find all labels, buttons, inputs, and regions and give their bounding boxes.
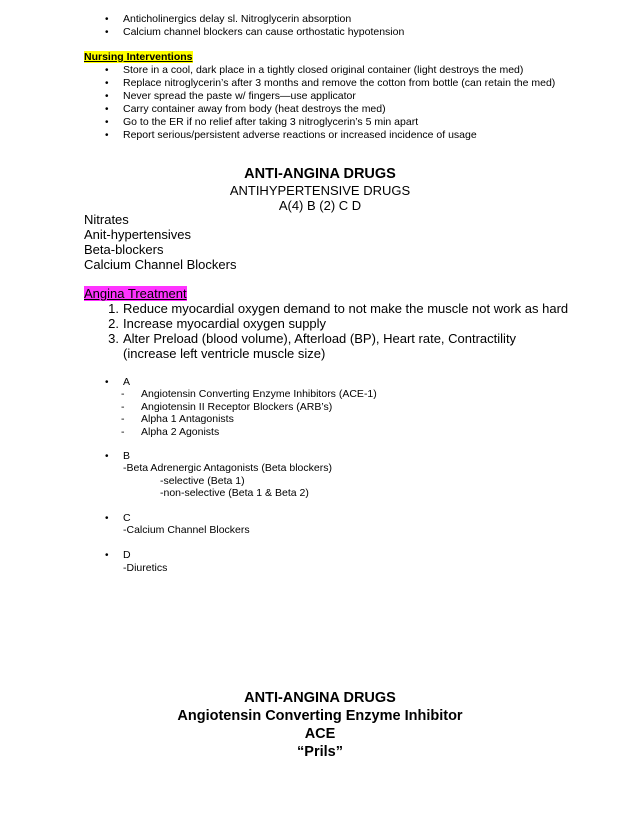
dash-icon: - <box>121 388 125 400</box>
numbered-item-text: Increase myocardial oxygen supply <box>123 316 327 331</box>
list-item <box>105 90 356 103</box>
group-a-item <box>121 400 333 414</box>
section-subsubtitle: A(4) B (2) C D <box>278 198 362 213</box>
group-a-item <box>121 425 220 439</box>
bullet-icon: • <box>105 91 109 102</box>
group-c-item: -Calcium Channel Blockers <box>123 524 250 536</box>
list-item-text: Anticholinergics delay sl. Nitroglycerin absorption <box>123 13 352 25</box>
bullet-icon: • <box>105 130 109 141</box>
bullet-icon: • <box>105 117 109 128</box>
numbered-item-text: Reduce myocardial oxygen demand to not make the muscle not work as hard <box>123 301 569 316</box>
item-number: 3. <box>108 331 119 346</box>
group-item-text: Angiotensin Converting Enzyme Inhibitors (ACE-1) <box>141 388 377 400</box>
list-item <box>105 77 556 90</box>
group-b-item: -Beta Adrenergic Antagonists (Beta blockers) <box>123 462 332 474</box>
group-b-subitem: -selective (Beta 1) <box>160 474 245 487</box>
drug-class-item: Beta-blockers <box>84 242 164 257</box>
group-a-item <box>121 388 377 401</box>
dash-icon: - <box>121 413 125 425</box>
bullet-icon: • <box>105 377 109 388</box>
group-item-text: Angiotensin II Receptor Blockers (ARB’s) <box>141 400 333 413</box>
list-item <box>105 103 386 116</box>
list-item <box>105 64 524 77</box>
list-item-text: Report serious/persistent adverse reactions or increased incidence of usage <box>123 129 477 141</box>
numbered-item-text: Alter Preload (blood volume), Afterload (BP), Heart rate, Contractility <box>123 331 517 346</box>
drug-class-item: Calcium Channel Blockers <box>84 257 237 272</box>
bullet-icon: • <box>105 513 109 524</box>
list-item <box>105 129 477 142</box>
item-number: 1. <box>108 301 119 316</box>
bullet-icon: • <box>105 65 109 76</box>
bullet-icon: • <box>105 550 109 561</box>
list-item-text: Carry container away from body (heat destroys the med) <box>123 103 386 115</box>
group-item-text: Alpha 1 Antagonists <box>141 413 234 425</box>
item-number: 2. <box>108 316 119 331</box>
angina-treatment-heading <box>84 286 187 301</box>
section-abbreviation: ACE <box>304 726 336 742</box>
bullet-icon: • <box>105 78 109 89</box>
section-subtitle: Angiotensin Converting Enzyme Inhibitor <box>177 708 463 724</box>
bullet-icon: • <box>105 451 109 462</box>
group-letter: B <box>123 450 131 462</box>
group-letter: D <box>123 549 131 561</box>
group-d-item: -Diuretics <box>123 562 168 574</box>
list-item-text: Never spread the paste w/ fingers—use applicator <box>123 90 356 102</box>
bullet-icon: • <box>105 104 109 115</box>
list-item-text: Calcium channel blockers can cause orthostatic hypotension <box>123 26 405 38</box>
numbered-item-continuation <box>123 346 325 361</box>
section-title: ANTI-ANGINA DRUGS <box>244 690 396 706</box>
nursing-interventions-label: Nursing Interventions <box>84 51 193 63</box>
list-item-text: Replace nitroglycerin’s after 3 months and remove the cotton from bottle (can retain the med) <box>123 77 556 89</box>
list-item <box>105 116 419 129</box>
group-letter: A <box>123 376 131 388</box>
numbered-item-text: (increase left ventricle muscle size) <box>123 346 326 361</box>
dash-icon: - <box>121 425 125 438</box>
group-a-item <box>121 413 234 426</box>
numbered-item <box>108 316 327 331</box>
group-d-letter <box>105 549 131 562</box>
group-item-text: Alpha 2 Agonists <box>141 425 220 438</box>
section-nickname: “Prils” <box>297 744 343 760</box>
nursing-interventions-heading <box>84 51 193 64</box>
numbered-item <box>108 331 517 346</box>
drug-class-item: Anit-hypertensives <box>84 227 191 242</box>
list-item-text: Store in a cool, dark place in a tightly closed original container (light destroys the med) <box>123 64 524 76</box>
bullet-icon: • <box>105 14 109 25</box>
list-item <box>105 26 405 39</box>
list-item-text: Go to the ER if no relief after taking 3 nitroglycerin’s 5 min apart <box>123 116 419 128</box>
dash-icon: - <box>121 400 125 413</box>
group-b-subitem: -non-selective (Beta 1 & Beta 2) <box>160 487 309 499</box>
section-title: ANTI-ANGINA DRUGS <box>244 166 396 182</box>
group-letter: C <box>123 512 131 524</box>
numbered-item <box>108 301 569 316</box>
angina-treatment-label: Angina Treatment <box>84 286 187 301</box>
section-subtitle: ANTIHYPERTENSIVE DRUGS <box>229 183 411 198</box>
drug-class-item: Nitrates <box>84 212 129 227</box>
list-item <box>105 13 352 26</box>
bullet-icon: • <box>105 27 109 38</box>
